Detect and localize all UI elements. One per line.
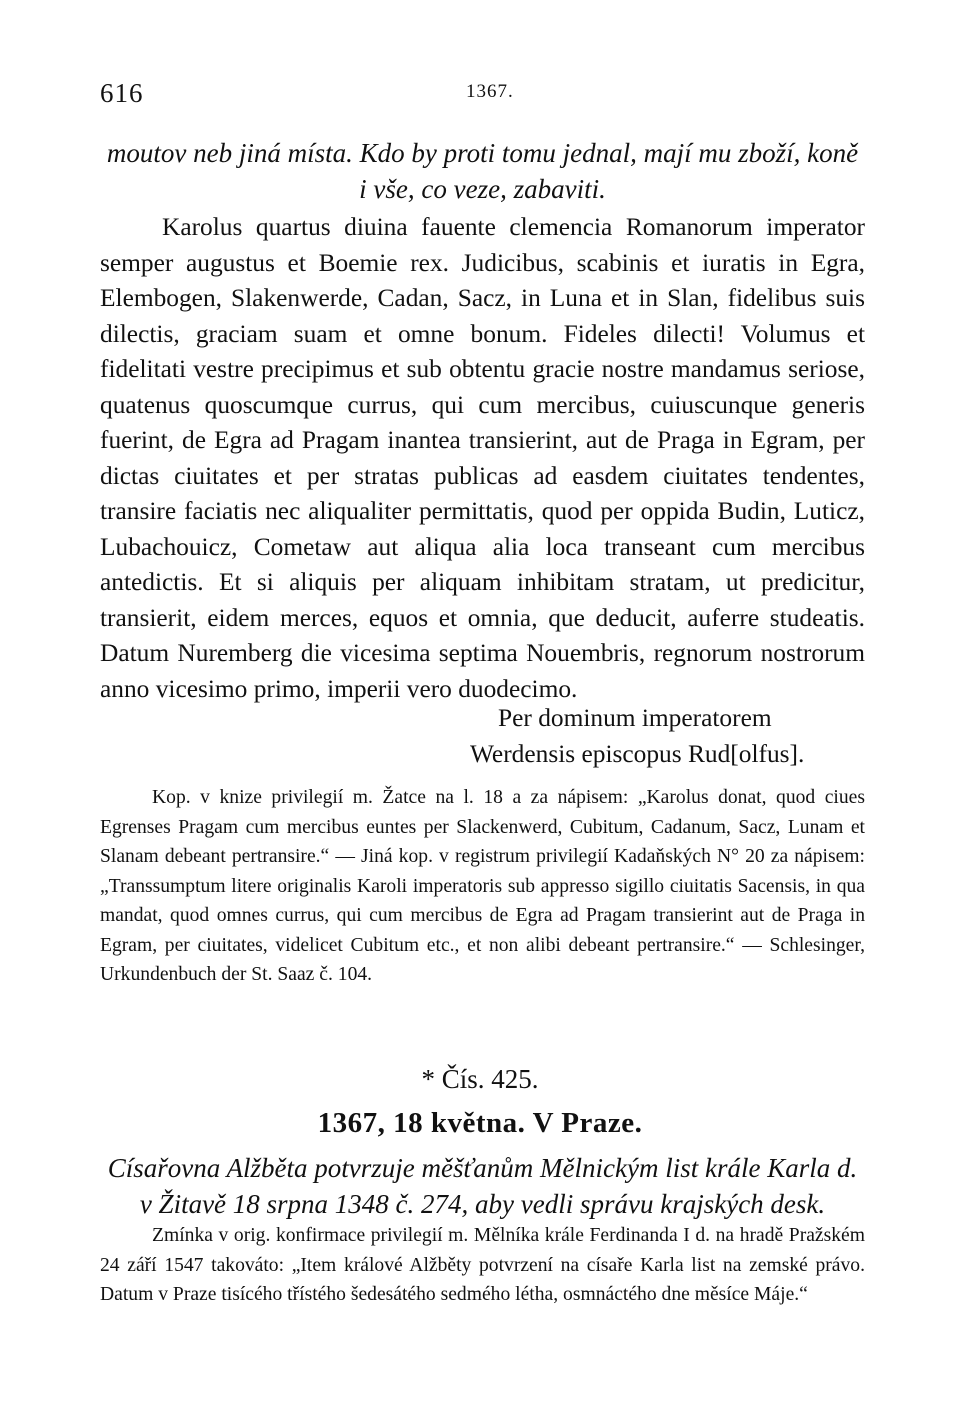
- source-note: Kop. v knize privilegií m. Žatce na l. 18 a za nápisem: „Karolus donat, quod ciues Egrenses Pragam cum mercibus euntes per Slackenwerd, Cubitum, Cadanum, Sacz, Lunam et Slanam debeant pertransire.“ — Jiná kop. v registrum privilegií Kadaňských N° 20 za nápisem: „Transsumptum litere originalis Karoli imperatoris sub appresso sigillo ciuitatis Sacensis, in qua mandat, quod omnes currus, qui cum mercibus de Egra ad Pragam transierint aut de Praga in Egram, per ciuitates, videlicet Cubitum etc., et non alibi debeant pertransire.“ — Schlesinger, Urkundenbuch der St. Saaz č. 104.: [100, 787, 865, 985]
- source-note-2: Zmínka v orig. konfirmace privilegií m. Mělníka krále Ferdinanda I d. na hradě Pražském 24 září 1547 takováto: „Item králové Alžběty potvrzení na císaře Karla list na zemské právo. Datum v Praze tisícého třístého šedesátého sedmého létha, osmnáctého dne měsíce Máje.“: [100, 1225, 865, 1305]
- signature-line-2: Werdensis episcopus Rud[olfus].: [470, 740, 805, 768]
- charter-paragraph: Karolus quartus diuina fauente clemencia Romanorum imperator semper augustus et Boemie rex. Judicibus, scabinis et iuratis in Egra, Elembogen, Slakenwerde, Cadan, Sacz, in Luna et in Slan, fidelibus suis dilectis, graciam suam et omne bonum. Fideles dilecti! Volumus et fidelitati vestre precipimus et sub obtentu gracie nostre mandamus seriose, quatenus quoscumque currus, qui cum mercibus, cuiuscunque generis fuerint, de Egra ad Pragam inantea transierint, aut de Praga in Egram, per dictas ciuitates et per stratas publicas ad easdem ciuitates tendentes, transire faciatis nec aliqualiter permittatis, quod per oppida Budin, Luticz, Lubachouicz, Cometaw aut aliqua alia loca transeant cum mercibus antedictis. Et si aliquis per aliquam inhibitam stratam, ut predicitur, transierit, eidem merces, equos et omnia, que deducit, auferre studeatis. Datum Nuremberg die vicesima septima Nouembris, regnorum nostrorum anno vicesimo primo, imperii vero duodecimo.: [100, 213, 865, 703]
- charter-text: [100, 210, 865, 707]
- running-head-year: 1367.: [466, 81, 514, 102]
- signature-line-1: Per dominum imperatorem: [498, 704, 772, 732]
- czech-summary: Císařovna Alžběta potvrzuje měšťanům Mělnickým list krále Karla d. v Žitavě 18 srpna 1348 č. 274, aby vedli správu krajských desk.: [107, 1153, 858, 1219]
- czech-summary-continuation: moutov neb jiná místa. Kdo by proti tomu jednal, mají mu zboží, koně i vše, co veze, zabaviti.: [106, 138, 859, 204]
- page-header: [100, 78, 865, 114]
- page-number: 616: [100, 78, 144, 108]
- document-number: * Čís. 425.: [421, 1064, 539, 1094]
- document-date-heading: 1367, 18 května. V Praze.: [317, 1107, 643, 1139]
